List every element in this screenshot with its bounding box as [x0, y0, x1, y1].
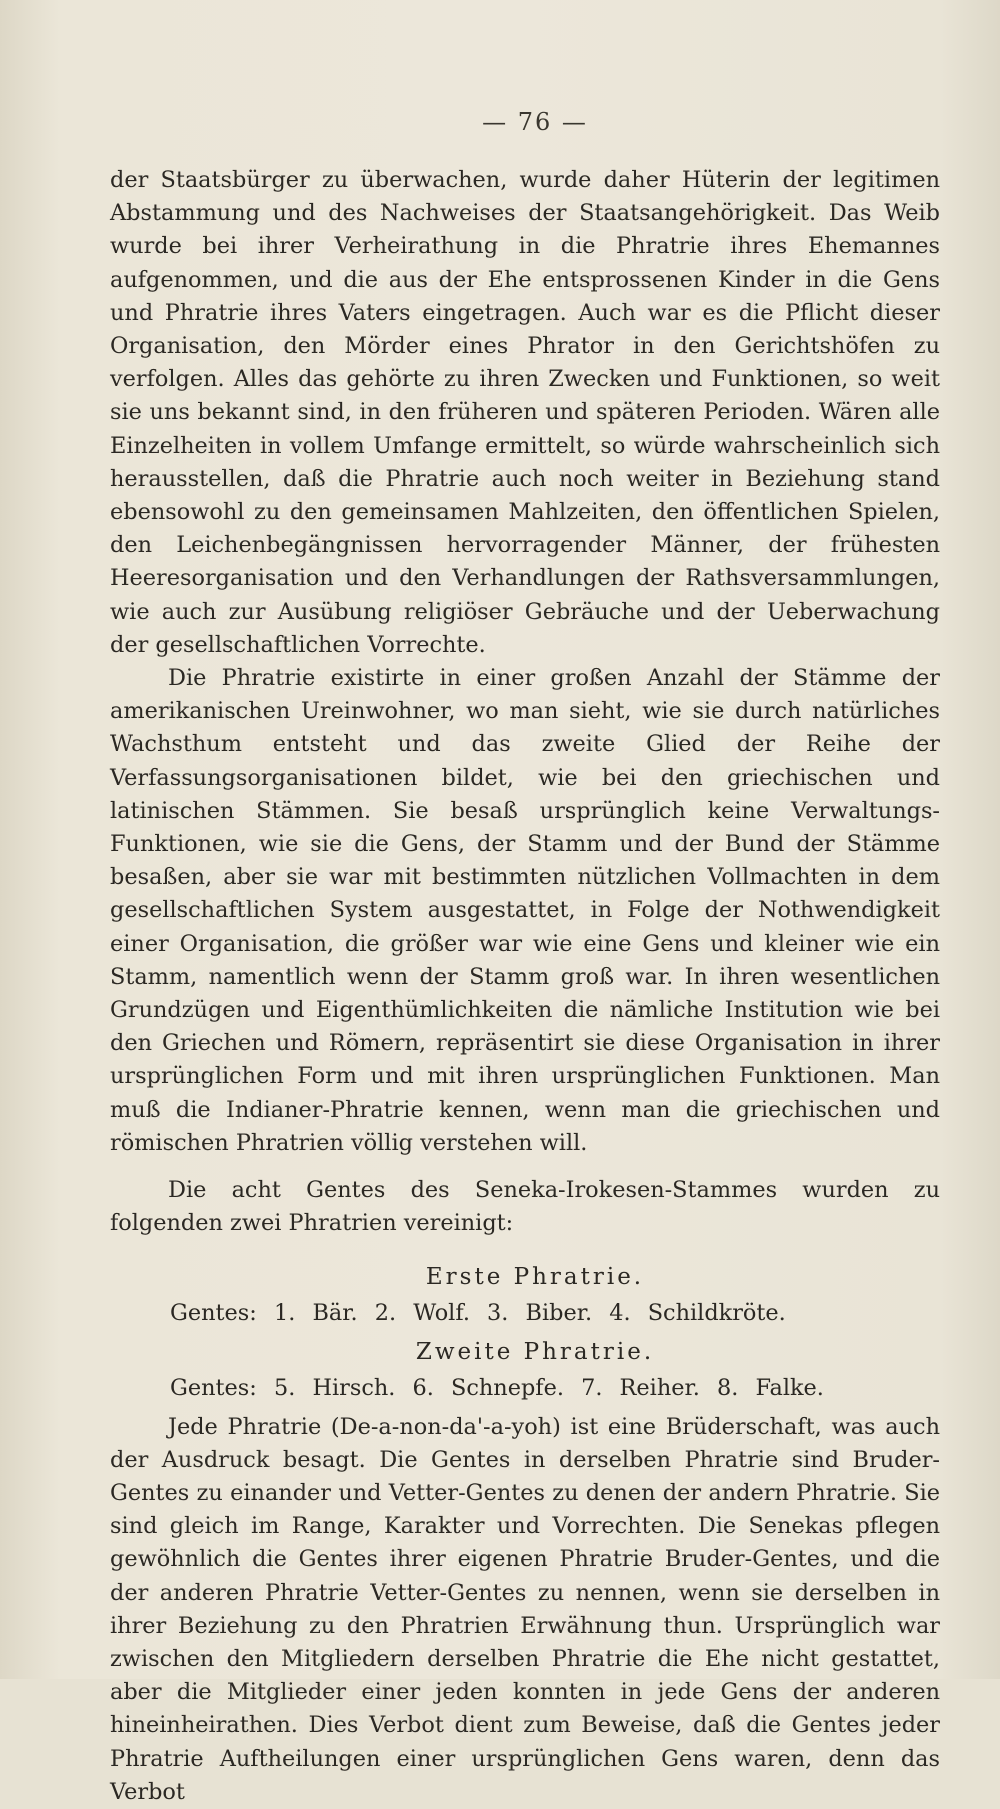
paragraph-2: Die Phratrie existirte in einer großen Anzahl der Stämme der amerikanischen Ureinwohner, wo man sieht, wie sie durch natürliches Wachsthum entsteht und das zweite Glied der Reihe der Verfassungsorganisationen bildet, wie bei den griechischen und latinischen Stämmen. Sie besaß ursprünglich keine Verwaltungs-Funktionen, wie sie die Gens, der Stamm und der Bund der Stämme besaßen, aber sie war mit bestimmten nützlichen Vollmachten in dem gesellschaftlichen System ausgestattet, in Folge der Nothwendigkeit einer Organisation, die größer war wie eine Gens und kleiner wie ein Stamm, namentlich wenn der Stamm groß war. In ihren wesentlichen Grundzügen und Eigenthümlichkeiten die nämliche Institution wie bei den Griechen und Römern, repräsentirt sie diese Organisation in ihrer ursprünglichen Form und mit ihren ursprünglichen Funktionen. Man muß die Indianer-Phratrie kennen, wenn man die griechischen und römischen Phratrien völlig verstehen will.	[110, 665, 940, 1156]
second-phratry-gentes: Gentes: 5. Hirsch. 6. Schnepfe. 7. Reiher. 8. Falke.	[170, 1374, 824, 1401]
first-phratry-gentes: Gentes: 1. Bär. 2. Wolf. 3. Biber. 4. Schildkröte.	[170, 1299, 786, 1326]
paragraph-4: Jede Phratrie (De-a-non-da'-a-yoh) ist eine Brüderschaft, was auch der Ausdruck besagt. Die Gentes in derselben Phratrie sind Bruder-Gentes zu einander und Vetter-Gentes zu denen der andern Phratrie. Sie sind gleich im Range, Karakter und Vorrechten. Die Senekas pflegen gewöhnlich die Gentes ihrer eigenen Phratrie Bruder-Gentes, und die der anderen Phratrie Vetter-Gentes zu nennen, wenn sie derselben in ihrer Beziehung zu den Phratrien Erwähnung thun. Ursprünglich war zwischen den Mitgliedern derselben Phratrie die Ehe nicht gestattet, aber die Mitglieder einer jeden konnten in jede Gens der anderen hineinheirathen. Dies Verbot dient zum Beweise, daß die Gentes jeder Phratrie Auftheilungen einer ursprünglichen Gens waren, denn das Verbot	[110, 1413, 940, 1805]
first-phratry-heading: Erste Phratrie.	[425, 1263, 645, 1290]
spacer	[110, 1160, 940, 1174]
second-phratry-heading: Zweite Phratrie.	[415, 1338, 655, 1365]
page-number: — 76 —	[482, 108, 588, 136]
paragraph-1: der Staatsbürger zu überwachen, wurde daher Hüterin der legitimen Abstammung und des Nachweises der Staatsangehörigkeit. Das Weib wurde bei ihrer Verheirathung in die Phratrie ihres Ehemannes aufgenommen, und die aus der Ehe entsprossenen Kinder in die Gens und Phratrie ihres Vaters eingetragen. Auch war es die Pflicht dieser Organisation, den Mörder eines Phrator in den Gerichtshöfen zu verfolgen. Alles das gehörte zu ihren Zwecken und Funktionen, so weit sie uns bekannt sind, in den früheren und späteren Perioden. Wären alle Einzelheiten in vollem Umfange ermittelt, so würde wahrscheinlich sich herausstellen, daß die Phratrie auch noch weiter in Beziehung stand ebensowohl zu den gemeinsamen Mahlzeiten, den öffentlichen Spielen, den Leichenbegängnissen hervorragender Männer, der frühesten Heeresorganisation und den Verhandlungen der Rathsversammlungen, wie auch zur Ausübung religiöser Gebräuche und der Ueberwachung der gesellschaftlichen Vorrechte.	[110, 167, 940, 658]
paragraph-3: Die acht Gentes des Seneka-Irokesen-Stammes wurden zu folgenden zwei Phratrien vereinigt:	[110, 1177, 940, 1237]
